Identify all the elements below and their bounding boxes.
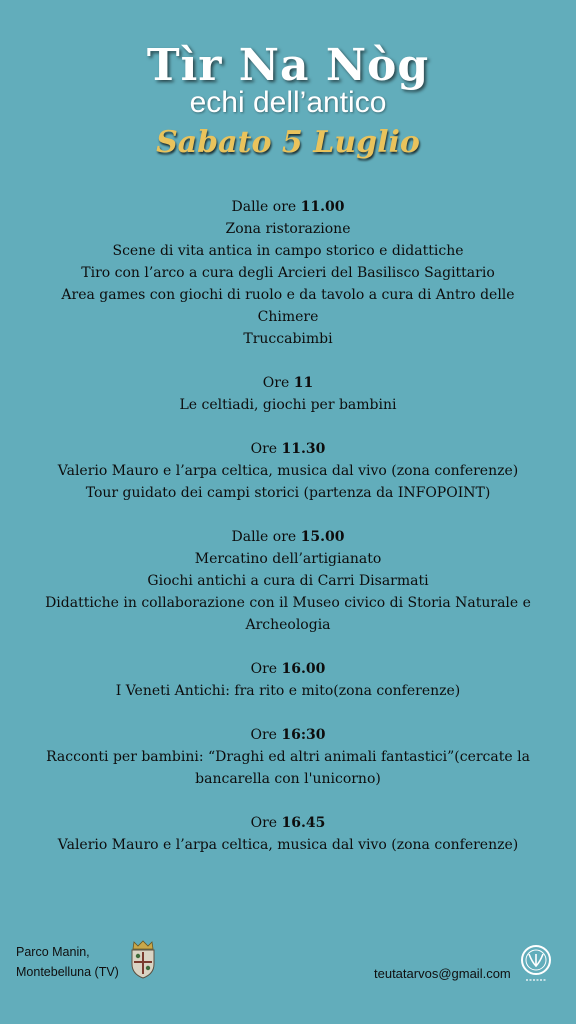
time-value: 16.00 xyxy=(281,661,326,677)
time-prefix: Dalle ore xyxy=(231,529,301,545)
event-title: Tìr Na Nòg xyxy=(146,40,430,91)
schedule-item: Racconti per bambini: “Draghi ed altri animali fantastici”(cercate la bancarella con l'unicorno) xyxy=(46,749,530,787)
time-value: 16:30 xyxy=(281,727,326,743)
schedule-block xyxy=(40,526,536,636)
schedule-item: Valerio Mauro e l’arpa celtica, musica dal vivo (zona conferenze) xyxy=(57,837,519,853)
time-value: 11.30 xyxy=(281,441,326,457)
schedule-block xyxy=(40,658,536,702)
header xyxy=(0,40,576,160)
schedule-block xyxy=(40,196,536,350)
location-line: Montebelluna (TV) xyxy=(16,965,119,979)
event-date: Sabato 5 Luglio xyxy=(156,125,420,160)
time-value: 11.00 xyxy=(300,199,345,215)
municipal-crest-icon xyxy=(128,940,158,980)
schedule-time xyxy=(40,372,536,394)
schedule-time xyxy=(40,658,536,680)
time-prefix: Dalle ore xyxy=(231,199,301,215)
schedule-item: Scene di vita antica in campo storico e didattiche xyxy=(112,243,464,259)
schedule-item: I Veneti Antichi: fra rito e mito(zona conferenze) xyxy=(115,683,461,699)
schedule-item: Didattiche in collaborazione con il Museo civico di Storia Naturale e Archeologia xyxy=(45,595,531,633)
location-line: Parco Manin, xyxy=(16,945,90,959)
schedule-time xyxy=(40,196,536,218)
schedule-block xyxy=(40,812,536,856)
time-value: 15.00 xyxy=(300,529,345,545)
teuta-arvos-logo-icon xyxy=(517,944,555,984)
schedule-item: Area games con giochi di ruolo e da tavolo a cura di Antro delle Chimere xyxy=(61,287,515,325)
schedule-item: Tiro con l’arco a cura degli Arcieri del Basilisco Sagittario xyxy=(81,265,495,281)
event-subtitle: echi dell’antico xyxy=(189,86,387,119)
schedule-item: Tour guidato dei campi storici (partenza da INFOPOINT) xyxy=(85,485,491,501)
event-location xyxy=(16,942,119,982)
schedule-item: Giochi antichi a cura di Carri Disarmati xyxy=(147,573,429,589)
schedule-item: Mercatino dell’artigianato xyxy=(194,551,382,567)
schedule-time xyxy=(40,724,536,746)
time-prefix: Ore xyxy=(262,375,294,391)
time-prefix: Ore xyxy=(250,661,282,677)
time-prefix: Ore xyxy=(250,815,282,831)
time-value: 11 xyxy=(293,375,314,391)
contact-email[interactable]: teutatarvos@gmail.com xyxy=(374,966,511,981)
program-schedule xyxy=(40,196,536,878)
schedule-item: Valerio Mauro e l’arpa celtica, musica dal vivo (zona conferenze) xyxy=(57,463,519,479)
schedule-block xyxy=(40,372,536,416)
schedule-item: Le celtiadi, giochi per bambini xyxy=(179,397,397,413)
time-prefix: Ore xyxy=(250,727,282,743)
schedule-item: Zona ristorazione xyxy=(225,221,351,237)
schedule-time xyxy=(40,438,536,460)
schedule-time xyxy=(40,526,536,548)
schedule-block xyxy=(40,724,536,790)
schedule-block xyxy=(40,438,536,504)
time-value: 16.45 xyxy=(281,815,326,831)
schedule-item: Truccabimbi xyxy=(243,331,333,347)
time-prefix: Ore xyxy=(250,441,282,457)
schedule-time xyxy=(40,812,536,834)
